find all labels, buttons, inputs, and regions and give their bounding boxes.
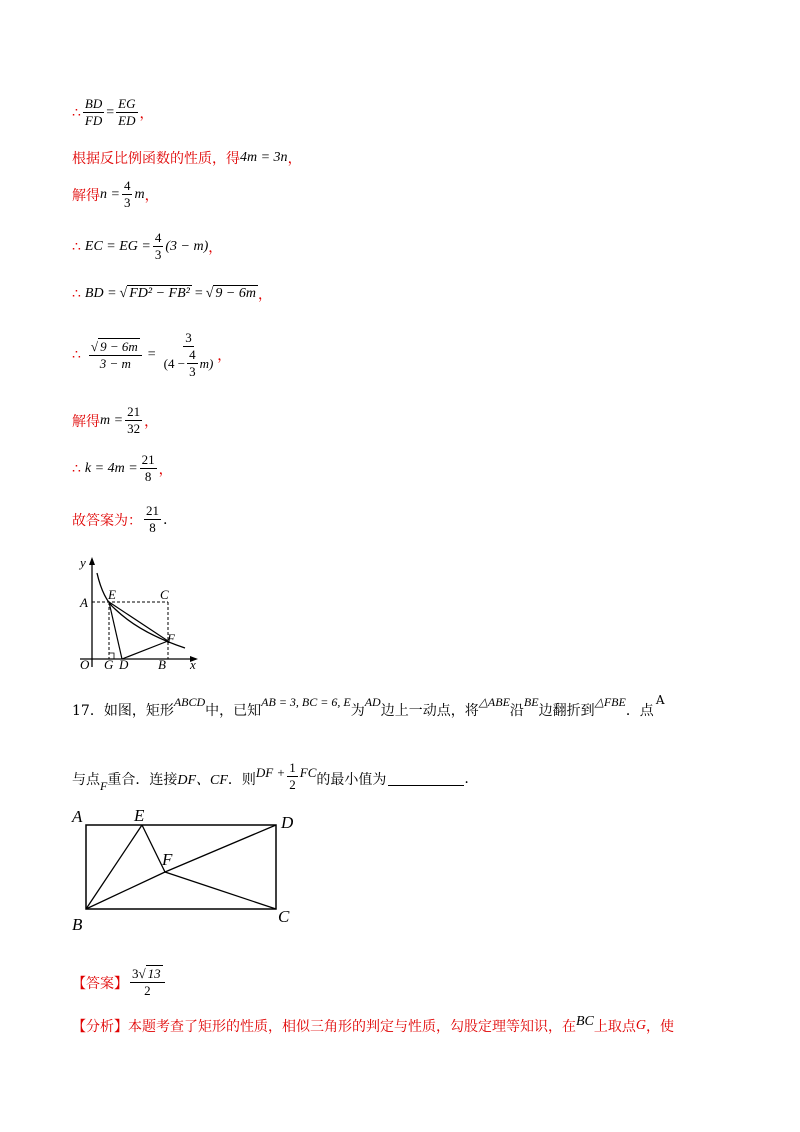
answer-line: [72, 966, 167, 999]
label-O: O: [80, 657, 90, 672]
label-B: B: [72, 915, 83, 934]
analysis-label: 【分析】: [72, 1019, 128, 1035]
fraction-eg-ed: $\frac{EG}{ED}$: [118, 96, 136, 128]
step-line-1: ∴ $\frac{BD}{FD}$ = $\frac{EG}{ED}$ ，: [72, 96, 154, 128]
answer-label: 【答案】: [72, 975, 128, 992]
step-line-6: ∴ $\frac{√ 9 - 6m}{3 - m}$ = 3 (4 − $\frac{4}{3}$ m) ，: [72, 330, 232, 379]
therefore-symbol: ∴: [72, 104, 81, 121]
step-line-4: ∴ EC = EG = $\frac{4}{3}$ (3 − m) ，: [72, 230, 223, 262]
equation-4m-3n: 4m = 3n: [240, 150, 288, 165]
label-A: A: [80, 595, 88, 610]
label-E: E: [134, 806, 145, 825]
answer-blank: [388, 771, 464, 786]
figure-hyperbola-rectangle: [70, 555, 210, 675]
sqrt-fd-fb: √ FD² − FB²: [119, 286, 190, 301]
final-answer-line: 故答案为： $\frac{21}{8}$ .: [72, 503, 168, 535]
problem-17-line-2: 与点 F 重合．连接 DF、CF ．则 DF + $\frac{1}{2}$ FC 的最小值为 .: [72, 760, 469, 793]
step-line-7: 解得 m = $\frac{21}{32}$ ，: [72, 404, 159, 436]
problem-17-line-1: 17．如图，矩形 ABCD 中，已知 AB = 3, BC = 6, E 为 AD 边上一动点，将 △ABE 沿 BE 边翻折到 △FBE ．点 A: [72, 693, 665, 719]
step-line-3: 解得 n = $\frac{4}{3}$ m ，: [72, 178, 159, 210]
label-G: G: [104, 657, 114, 672]
label-y: y: [80, 555, 86, 570]
label-C: C: [160, 587, 169, 602]
analysis-line: 【分析】 本题考查了矩形的性质，相似三角形的判定与性质，勾股定理等知识，在 BC 上取点 G ，使: [72, 1014, 675, 1035]
answer-fraction: $\frac{3√ 13}{2}$: [130, 966, 165, 999]
sqrt-9-6m: √ 9 − 6m: [205, 286, 256, 301]
label-F: F: [167, 631, 175, 646]
fraction-bd-fd: $\frac{BD}{FD}$: [84, 96, 103, 128]
label-B: B: [158, 657, 166, 672]
label-F: F: [162, 850, 173, 869]
label-x: x: [190, 657, 196, 672]
label-D: D: [281, 813, 294, 832]
figure-rectangle-fold: [66, 800, 316, 940]
label-E: E: [108, 587, 116, 602]
label-D: D: [119, 657, 129, 672]
label-A: A: [72, 807, 83, 826]
step-line-2: 根据反比例函数的性质，得 4m = 3n ，: [72, 150, 302, 167]
label-C: C: [278, 907, 290, 926]
step-line-8: ∴ k = 4m = $\frac{21}{8}$ ，: [72, 452, 173, 484]
step-line-5: ∴ BD = √ FD² − FB² = √ 9 − 6m ，: [72, 286, 272, 303]
